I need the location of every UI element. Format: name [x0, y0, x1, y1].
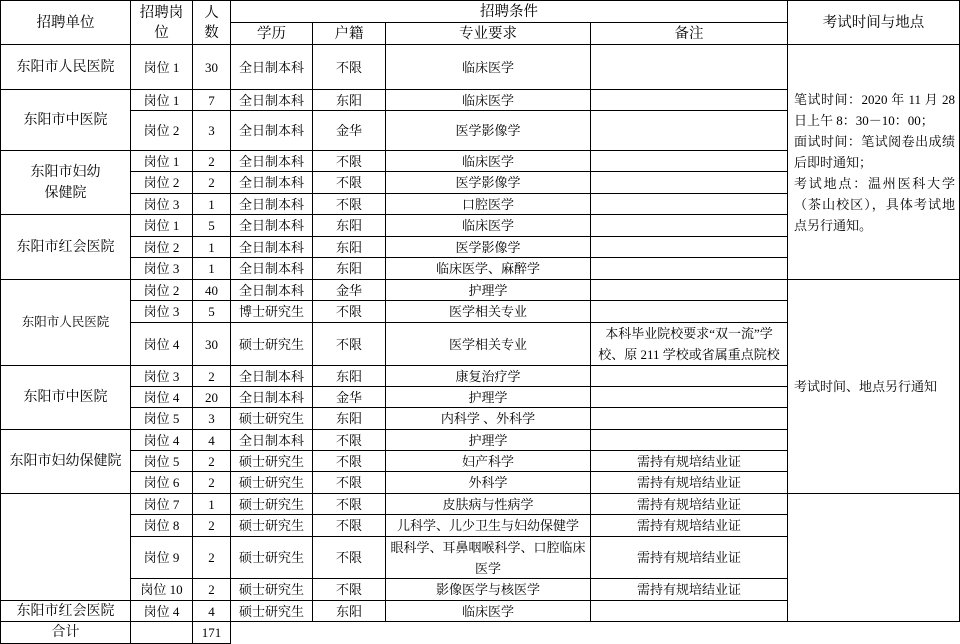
unit-name-cell: 东阳市中医院 [1, 366, 131, 430]
header-count: 人数 [193, 1, 231, 45]
major-cell: 医学相关专业 [386, 301, 591, 323]
total-label: 合计 [1, 622, 131, 644]
hukou-cell: 不限 [313, 579, 386, 601]
major-cell: 医学影像学 [386, 172, 591, 194]
major-cell: 外科学 [386, 472, 591, 494]
major-cell: 医学影像学 [386, 237, 591, 258]
header-note: 备注 [591, 23, 788, 45]
count-cell: 1 [193, 194, 231, 215]
education-cell: 全日制本科 [231, 151, 313, 172]
note-cell: 需持有规培结业证 [591, 579, 788, 601]
education-cell: 全日制本科 [231, 172, 313, 194]
hukou-cell: 不限 [313, 515, 386, 537]
count-cell: 2 [193, 537, 231, 579]
education-cell: 硕士研究生 [231, 515, 313, 537]
header-major: 专业要求 [386, 23, 591, 45]
post-cell: 岗位 4 [131, 323, 193, 366]
exam-info-line: 笔试时间：2020 年 11 月 28 日上午 8：30－10：00； [794, 91, 955, 128]
note-cell [591, 90, 788, 111]
major-cell: 临床医学 [386, 151, 591, 172]
header-post: 招聘岗位 [131, 1, 193, 45]
note-cell [591, 366, 788, 387]
post-cell: 岗位 2 [131, 280, 193, 301]
header-unit: 招聘单位 [1, 1, 131, 45]
count-cell: 5 [193, 215, 231, 237]
hukou-cell: 不限 [313, 451, 386, 472]
post-cell: 岗位 5 [131, 451, 193, 472]
note-cell [591, 194, 788, 215]
note-cell [591, 387, 788, 408]
note-cell: 需持有规培结业证 [591, 451, 788, 472]
education-cell: 硕士研究生 [231, 323, 313, 366]
exam-info-line: 考试时间、地点另行通知 [794, 379, 938, 394]
count-cell: 30 [193, 323, 231, 366]
education-cell: 硕士研究生 [231, 472, 313, 494]
education-cell: 全日制本科 [231, 215, 313, 237]
post-cell: 岗位 3 [131, 366, 193, 387]
count-cell: 5 [193, 301, 231, 323]
post-cell: 岗位 3 [131, 301, 193, 323]
major-cell: 皮肤病与性病学 [386, 494, 591, 515]
hukou-cell: 金华 [313, 280, 386, 301]
major-cell: 护理学 [386, 280, 591, 301]
exam-info-line: 面试时间：笔试阅卷出成绩后即时通知； [794, 133, 955, 170]
major-cell: 影像医学与核医学 [386, 579, 591, 601]
major-cell: 妇产科学 [386, 451, 591, 472]
post-cell: 岗位 7 [131, 494, 193, 515]
exam-info-line: 考试地点：温州医科大学（茶山校区），具体考试地点另行通知。 [794, 175, 955, 233]
education-cell: 全日制本科 [231, 430, 313, 451]
post-cell: 岗位 1 [131, 90, 193, 111]
education-cell: 全日制本科 [231, 258, 313, 280]
major-cell: 临床医学 [386, 90, 591, 111]
hukou-cell: 不限 [313, 194, 386, 215]
header-hukou: 户籍 [313, 23, 386, 45]
note-cell: 需持有规培结业证 [591, 472, 788, 494]
header-education: 学历 [231, 23, 313, 45]
education-cell: 全日制本科 [231, 111, 313, 151]
count-cell: 2 [193, 515, 231, 537]
note-cell [591, 172, 788, 194]
post-cell: 岗位 2 [131, 237, 193, 258]
note-cell [591, 111, 788, 151]
note-cell [591, 280, 788, 301]
note-cell [591, 258, 788, 280]
header-conditions: 招聘条件 [231, 1, 788, 23]
count-cell: 4 [193, 430, 231, 451]
exam-info-cell [788, 494, 960, 622]
post-cell: 岗位 3 [131, 194, 193, 215]
note-cell: 需持有规培结业证 [591, 515, 788, 537]
count-cell: 3 [193, 111, 231, 151]
count-cell: 30 [193, 45, 231, 90]
exam-info-cell [788, 280, 960, 494]
post-cell: 岗位 1 [131, 151, 193, 172]
count-cell: 4 [193, 601, 231, 622]
hukou-cell: 不限 [313, 151, 386, 172]
note-cell: 需持有规培结业证 [591, 494, 788, 515]
education-cell: 全日制本科 [231, 194, 313, 215]
major-cell: 临床医学 [386, 45, 591, 90]
count-cell: 2 [193, 151, 231, 172]
hukou-cell: 金华 [313, 111, 386, 151]
major-cell: 医学相关专业 [386, 323, 591, 366]
unit-name-cell [1, 494, 131, 601]
hukou-cell: 不限 [313, 430, 386, 451]
count-cell: 1 [193, 494, 231, 515]
hukou-cell: 不限 [313, 537, 386, 579]
hukou-cell: 东阳 [313, 215, 386, 237]
post-cell: 岗位 4 [131, 430, 193, 451]
exam-info-cell [788, 45, 960, 280]
hukou-cell: 东阳 [313, 258, 386, 280]
hukou-cell: 不限 [313, 301, 386, 323]
count-cell: 7 [193, 90, 231, 111]
hukou-cell: 不限 [313, 172, 386, 194]
total-post-blank [131, 622, 193, 644]
hukou-cell: 东阳 [313, 366, 386, 387]
education-cell: 硕士研究生 [231, 537, 313, 579]
post-cell: 岗位 1 [131, 215, 193, 237]
education-cell: 全日制本科 [231, 237, 313, 258]
hukou-cell: 东阳 [313, 237, 386, 258]
count-cell: 3 [193, 408, 231, 430]
note-cell [591, 151, 788, 172]
major-cell: 护理学 [386, 387, 591, 408]
major-cell: 内科学 、外科学 [386, 408, 591, 430]
post-cell: 岗位 4 [131, 601, 193, 622]
post-cell: 岗位 6 [131, 472, 193, 494]
major-cell: 护理学 [386, 430, 591, 451]
note-cell [591, 215, 788, 237]
post-cell: 岗位 5 [131, 408, 193, 430]
education-cell: 博士研究生 [231, 301, 313, 323]
post-cell: 岗位 1 [131, 45, 193, 90]
header-exam: 考试时间与地点 [788, 1, 960, 45]
unit-name-cell: 东阳市妇幼保健院 [1, 430, 131, 494]
education-cell: 硕士研究生 [231, 451, 313, 472]
post-cell: 岗位 4 [131, 387, 193, 408]
post-cell: 岗位 8 [131, 515, 193, 537]
hukou-cell: 不限 [313, 472, 386, 494]
education-cell: 全日制本科 [231, 387, 313, 408]
unit-name-cell: 东阳市人民医院 [1, 280, 131, 366]
education-cell: 全日制本科 [231, 366, 313, 387]
major-cell: 眼科学、耳鼻咽喉科学、口腔临床医学 [386, 537, 591, 579]
major-cell: 临床医学 [386, 601, 591, 622]
major-cell: 临床医学、麻醉学 [386, 258, 591, 280]
hukou-cell: 东阳 [313, 408, 386, 430]
count-cell: 2 [193, 366, 231, 387]
note-cell [591, 237, 788, 258]
unit-name-cell: 东阳市人民医院 [1, 45, 131, 90]
total-count: 171 [193, 622, 231, 644]
post-cell: 岗位 9 [131, 537, 193, 579]
major-cell: 临床医学 [386, 215, 591, 237]
count-cell: 2 [193, 451, 231, 472]
education-cell: 硕士研究生 [231, 408, 313, 430]
count-cell: 1 [193, 258, 231, 280]
hukou-cell: 东阳 [313, 90, 386, 111]
post-cell: 岗位 2 [131, 172, 193, 194]
education-cell: 硕士研究生 [231, 494, 313, 515]
count-cell: 20 [193, 387, 231, 408]
hukou-cell: 不限 [313, 323, 386, 366]
note-cell: 本科毕业院校要求“双一流”学校、原 211 学校或省属重点院校 [591, 323, 788, 366]
count-cell: 40 [193, 280, 231, 301]
hukou-cell: 不限 [313, 45, 386, 90]
major-cell: 口腔医学 [386, 194, 591, 215]
unit-name-cell: 东阳市红会医院 [1, 215, 131, 280]
note-cell [591, 45, 788, 90]
hukou-cell: 金华 [313, 387, 386, 408]
count-cell: 2 [193, 579, 231, 601]
unit-name-cell: 东阳市妇幼保健院 [1, 151, 131, 215]
major-cell: 康复治疗学 [386, 366, 591, 387]
count-cell: 2 [193, 472, 231, 494]
hukou-cell: 不限 [313, 494, 386, 515]
note-cell [591, 301, 788, 323]
note-cell [591, 601, 788, 622]
education-cell: 全日制本科 [231, 90, 313, 111]
education-cell: 全日制本科 [231, 280, 313, 301]
major-cell: 儿科学、儿少卫生与妇幼保健学 [386, 515, 591, 537]
note-cell [591, 430, 788, 451]
hukou-cell: 东阳 [313, 601, 386, 622]
education-cell: 硕士研究生 [231, 579, 313, 601]
unit-name-cell: 东阳市中医院 [1, 90, 131, 151]
count-cell: 1 [193, 237, 231, 258]
post-cell: 岗位 2 [131, 111, 193, 151]
major-cell: 医学影像学 [386, 111, 591, 151]
note-cell [591, 408, 788, 430]
unit-name-cell: 东阳市红会医院 [1, 601, 131, 622]
education-cell: 全日制本科 [231, 45, 313, 90]
note-cell: 需持有规培结业证 [591, 537, 788, 579]
count-cell: 2 [193, 172, 231, 194]
post-cell: 岗位 10 [131, 579, 193, 601]
post-cell: 岗位 3 [131, 258, 193, 280]
education-cell: 硕士研究生 [231, 601, 313, 622]
